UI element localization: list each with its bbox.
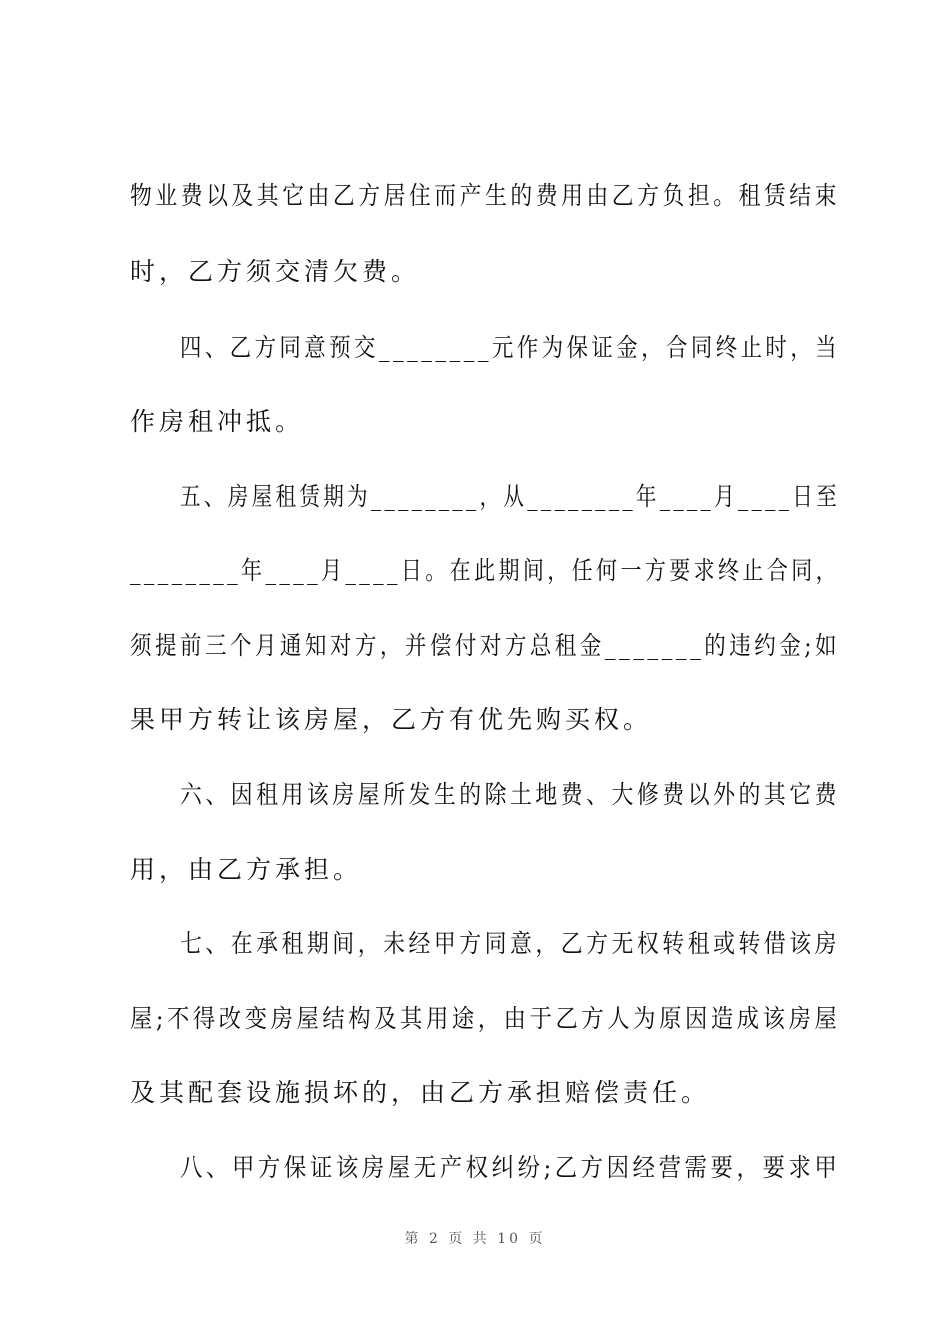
paragraph-line: 时，乙方须交清欠费。	[130, 257, 421, 286]
paragraph-line: 用，由乙方承担。	[130, 855, 363, 884]
paragraph-line: 作房租冲抵。	[130, 407, 305, 436]
paragraph-line: 七、在承租期间，未经甲方同意，乙方无权转租或转借该房	[180, 929, 841, 958]
page-number-footer: 第 2 页 共 10 页	[404, 1231, 546, 1247]
paragraph-line: 果甲方转让该房屋，乙方有优先购买权。	[130, 705, 653, 734]
paragraph-line: 屋;不得改变房屋结构及其用途，由于乙方人为原因造成该房屋	[130, 1004, 841, 1033]
paragraph-line: 六、因租用该房屋所发生的除土地费、大修费以外的其它费	[180, 780, 841, 809]
paragraph-line: 四、乙方同意预交________元作为保证金，合同终止时，当	[180, 333, 841, 362]
paragraph-line: ________年____月____日。在此期间，任何一方要求终止合同，	[130, 556, 841, 585]
paragraph-line: 及其配套设施损坏的，由乙方承担赔偿责任。	[130, 1078, 711, 1107]
paragraph-line: 八、甲方保证该房屋无产权纠纷;乙方因经营需要，要求甲	[180, 1153, 841, 1182]
paragraph-line: 物业费以及其它由乙方居住而产生的费用由乙方负担。租赁结束	[130, 181, 841, 210]
paragraph-line: 须提前三个月通知对方，并偿付对方总租金_______的违约金;如	[130, 631, 840, 660]
paragraph-line: 五、房屋租赁期为________，从________年____月____日至	[180, 482, 841, 511]
